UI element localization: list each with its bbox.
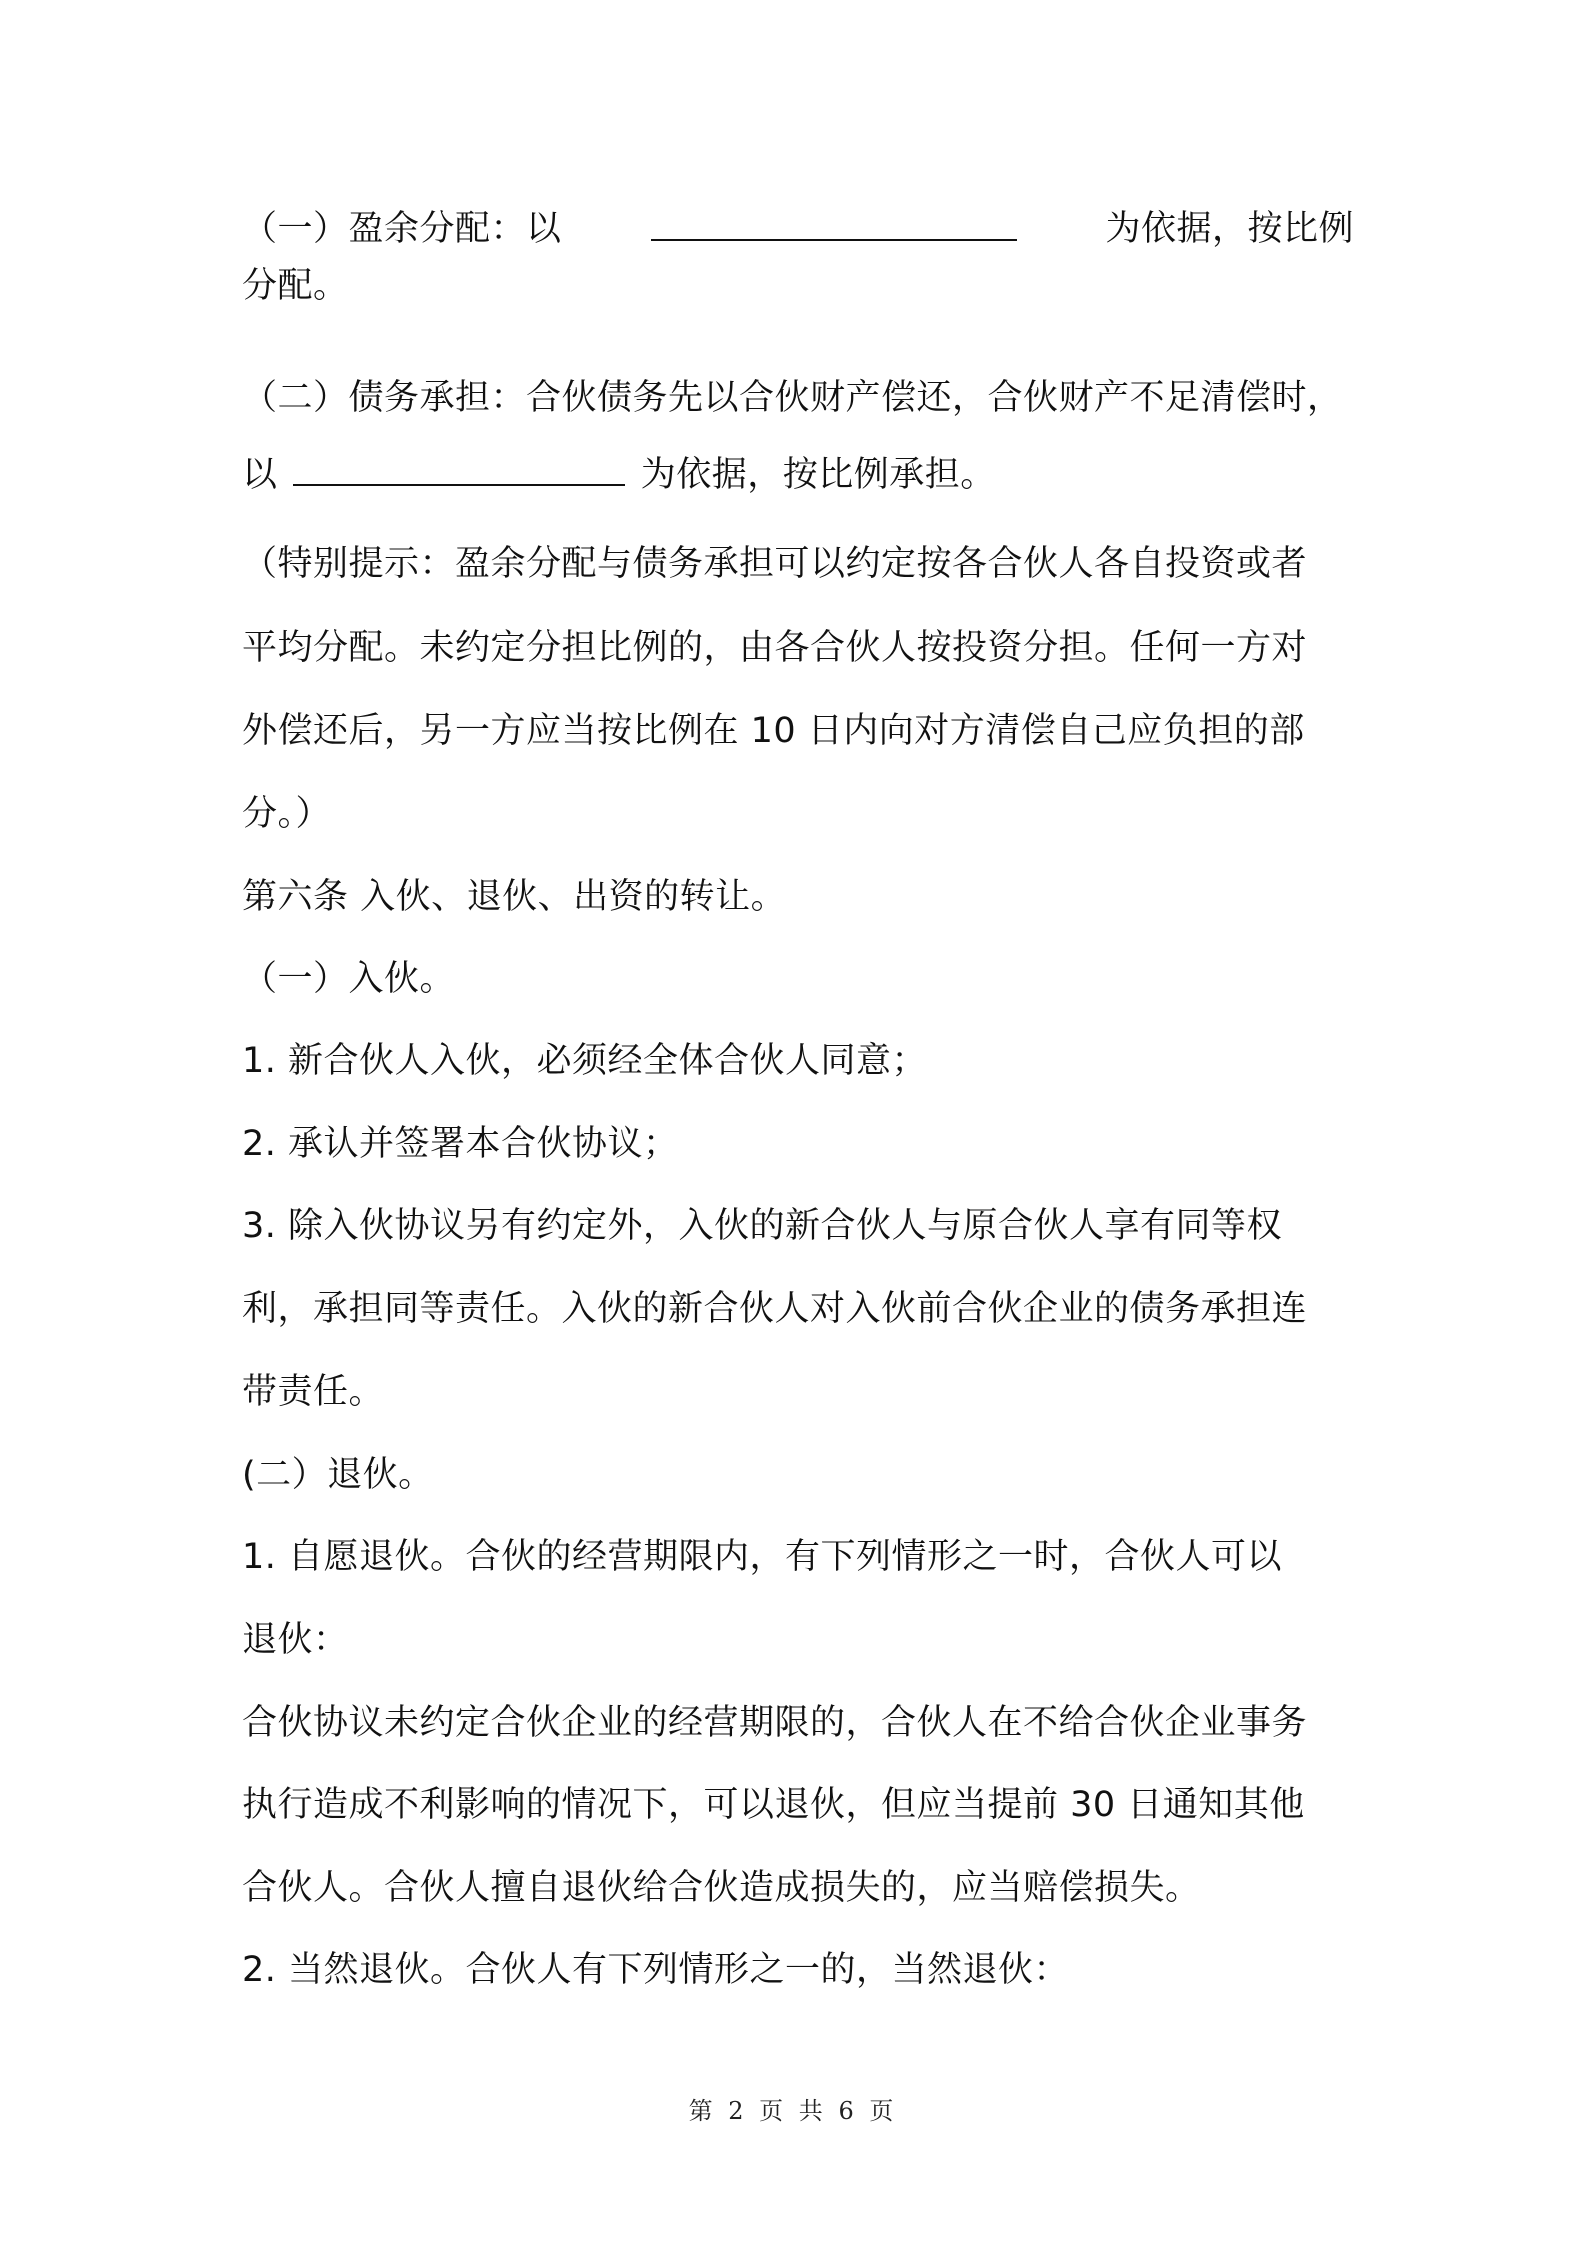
clause-profit-distribution: [242, 205, 1354, 253]
clause-text: 为依据，按比例: [1105, 209, 1354, 249]
fill-in-blank[interactable]: [293, 450, 625, 486]
special-note-line: 外偿还后，另一方应当按比例在 10 日内向对方清偿自己应负担的部: [242, 711, 1305, 751]
special-note-line: 分。）: [242, 794, 332, 834]
list-item: 3. 除入伙协议另有约定外，入伙的新合伙人与原合伙人享有同等权: [242, 1206, 1283, 1246]
fill-in-blank[interactable]: [651, 205, 1017, 241]
paragraph-line: 分配。: [242, 266, 349, 306]
article-heading: 第六条 入伙、退伙、出资的转让。: [242, 877, 787, 917]
list-item: 1. 自愿退伙。合伙的经营期限内，有下列情形之一时，合伙人可以: [242, 1537, 1283, 1577]
section-heading: (二）退伙。: [242, 1455, 434, 1495]
clause-text: （一）盈余分配：以: [242, 209, 562, 249]
special-note-line: （特别提示：盈余分配与债务承担可以约定按各合伙人各自投资或者: [242, 544, 1308, 584]
clause-debt-bearing: （二）债务承担：合伙债务先以合伙财产偿还，合伙财产不足清偿时，: [242, 378, 1343, 418]
paragraph-line: 执行造成不利影响的情况下，可以退伙，但应当提前 30 日通知其他: [242, 1785, 1305, 1825]
list-item-cont: 利，承担同等责任。入伙的新合伙人对入伙前合伙企业的债务承担连: [242, 1289, 1308, 1329]
clause-text: 以: [242, 455, 278, 495]
clause-text: 为依据，按比例承担。: [640, 455, 996, 495]
list-item-cont: 退伙：: [242, 1620, 349, 1660]
section-heading: （一）入伙。: [242, 959, 456, 999]
list-item: 2. 当然退伙。合伙人有下列情形之一的，当然退伙：: [242, 1950, 1070, 1990]
special-note-line: 平均分配。未约定分担比例的，由各合伙人按投资分担。任何一方对: [242, 628, 1308, 668]
list-item-cont: 带责任。: [242, 1372, 385, 1412]
page-number-footer: 第 2 页 共 6 页: [688, 2097, 898, 2125]
paragraph-line: 合伙协议未约定合伙企业的经营期限的，合伙人在不给合伙企业事务: [242, 1703, 1308, 1743]
list-item: 2. 承认并签署本合伙协议；: [242, 1124, 679, 1164]
clause-debt-bearing-cont: [242, 450, 996, 499]
list-item: 1. 新合伙人入伙，必须经全体合伙人同意；: [242, 1041, 928, 1081]
paragraph-line: 合伙人。合伙人擅自退伙给合伙造成损失的，应当赔偿损失。: [242, 1868, 1201, 1908]
